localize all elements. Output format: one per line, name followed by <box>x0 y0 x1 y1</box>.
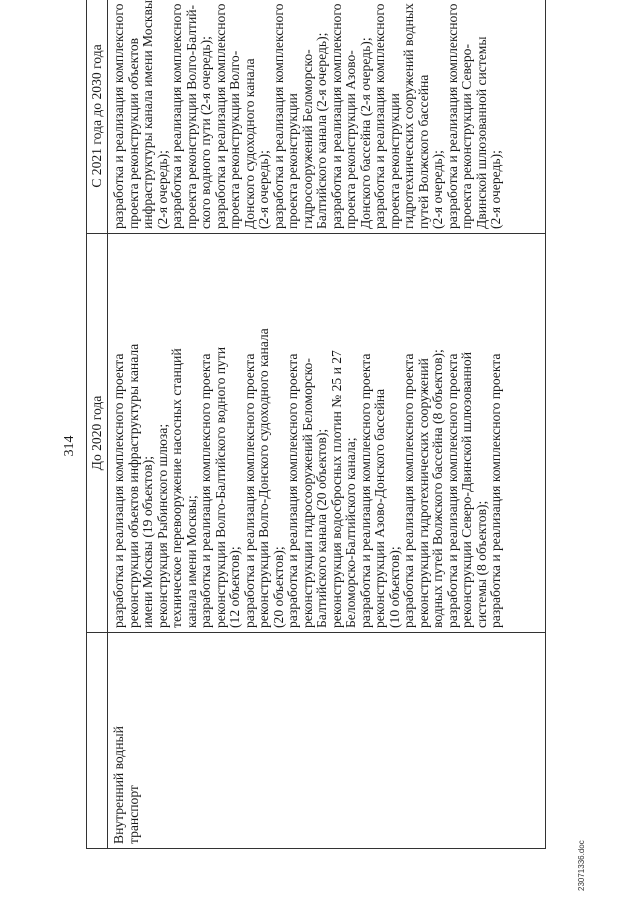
text-line: (2-я очередь); <box>488 150 503 229</box>
table-header-row <box>87 0 108 849</box>
text-line: канала имени Москвы; <box>183 495 199 628</box>
text-line: реконструкции гидротехнических сооружений <box>415 358 431 628</box>
text-line: разработка и реализация комплексного проекта <box>401 353 416 628</box>
text-line: Донского бассейна (2-я очередь); <box>357 37 373 229</box>
document-id: 23071336.doc <box>577 840 586 891</box>
category-cell <box>108 633 546 849</box>
text-line: реконструкции Азово-Донского бассейна <box>372 388 387 628</box>
text-line: реконструкции Волго-Донского судоходного канала <box>256 328 271 628</box>
text-line: реконструкции Северо-Двинской шлюзованной <box>459 351 474 628</box>
text-line: реконструкции гидросооружений Беломорско- <box>299 358 315 628</box>
text-line: разработка и реализация комплексного <box>372 3 387 229</box>
text-line: (10 объектов); <box>386 546 402 628</box>
text-line: разработка и реализация комплексного проекта <box>241 353 257 628</box>
text-line: проекта реконструкции <box>285 93 300 229</box>
text-line: проекта реконструкции Азово- <box>343 50 358 229</box>
text-line: Внутренний водный <box>111 726 126 844</box>
table-row <box>108 0 546 849</box>
header-from-2021: С 2021 года до 2030 года <box>87 0 108 234</box>
text-line: (2-я очередь); <box>256 150 271 229</box>
text-line: путей Волжского бассейна <box>415 74 431 229</box>
text-line: проекта реконструкции <box>386 93 402 229</box>
text-line: транспорт <box>125 785 141 844</box>
text-line: Беломорско-Балтийского канала; <box>343 437 358 628</box>
text-line: техническое перевооружение насосных станций <box>169 348 184 628</box>
text-line: реконструкции объектов инфраструктуры канала <box>125 343 141 628</box>
text-line: разработка и реализация комплексного <box>328 3 344 229</box>
text-line: гидросооружений Беломорско- <box>299 49 315 229</box>
text-line: проекта реконструкции объектов <box>125 37 141 229</box>
text-line: Балтийского канала (2-я очередь); <box>314 32 329 229</box>
text-line: (20 объектов); <box>270 546 286 628</box>
text-line: проекта реконструкции Волго- <box>227 50 242 229</box>
text-line: разработка и реализация комплексного проекта <box>111 353 126 628</box>
text-line: (2-я очередь); <box>154 150 170 229</box>
text-line: Балтийского канала (20 объектов); <box>314 428 329 628</box>
text-line: разработка и реализация комплексного <box>169 3 184 229</box>
header-category <box>87 633 108 849</box>
text-line: разработка и реализация комплексного <box>270 3 286 229</box>
until-2020-cell <box>108 234 546 633</box>
text-line: Двинской шлюзованной системы <box>473 36 489 229</box>
development-table <box>86 0 546 849</box>
text-line: (12 объектов); <box>227 546 242 628</box>
text-line: реконструкция Рыбинского шлюза; <box>154 423 170 628</box>
text-line: имени Москвы (19 объектов); <box>140 456 155 628</box>
text-line: проекта реконструкции Северо- <box>459 44 474 229</box>
text-line: разработка и реализация комплексного проекта <box>198 353 213 628</box>
text-line: реконструкции Волго-Балтийского водного пути <box>212 346 228 628</box>
text-line: разработка и реализация комплексного проекта <box>488 353 503 628</box>
text-line: разработка и реализация комплексного <box>111 3 126 229</box>
text-line: разработка и реализация комплексного <box>444 3 460 229</box>
text-line: Донского судоходного канала <box>241 58 257 229</box>
text-line: разработка и реализация комплексного проекта <box>285 353 300 628</box>
text-line: инфраструктуры канала имени Москвы <box>140 0 155 229</box>
text-line: разработка и реализация комплексного проекта <box>357 353 373 628</box>
page-number: 314 <box>62 435 77 457</box>
text-line: водных путей Волжского бассейна (8 объектов); <box>430 349 445 628</box>
text-line: ского водного пути (2-я очередь); <box>198 36 213 229</box>
text-line: разработка и реализация комплексного <box>212 3 228 229</box>
from-2021-cell <box>108 0 546 234</box>
header-until-2020: До 2020 года <box>87 234 108 633</box>
text-line: проекта реконструкции Волго-Балтий- <box>183 4 199 229</box>
text-line: (2-я очередь); <box>430 150 445 229</box>
text-line: системы (8 объектов); <box>473 500 489 628</box>
text-line: разработка и реализация комплексного проекта <box>444 353 460 628</box>
text-line: гидротехнических сооружений водных <box>401 3 416 229</box>
text-line: реконструкция водосбросных плотин № 25 и 27 <box>328 350 344 628</box>
